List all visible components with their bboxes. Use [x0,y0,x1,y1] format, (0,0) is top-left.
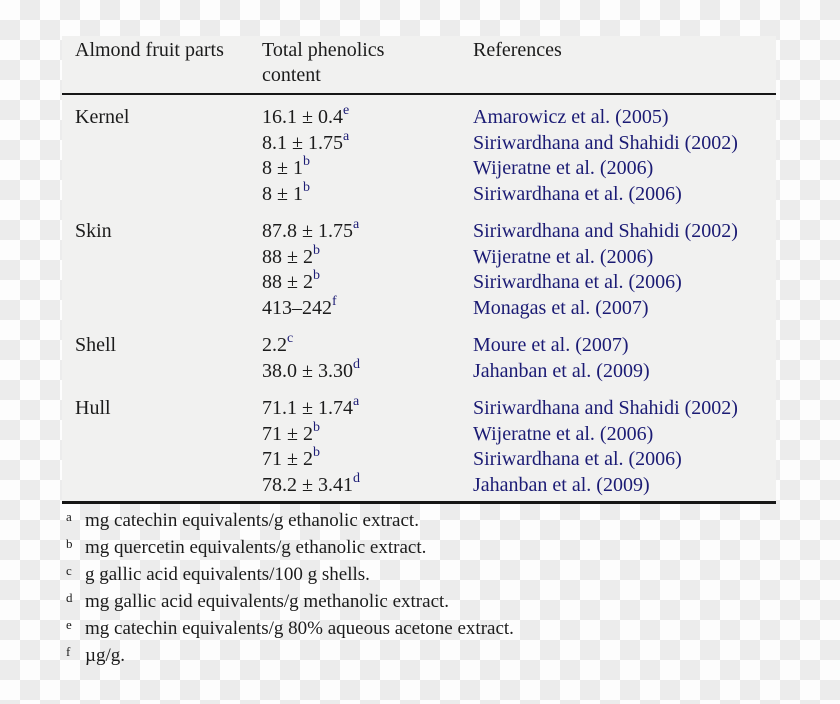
phenolics-value-cell [262,242,473,271]
footnote-marker: e [66,617,72,632]
phenolics-value-cell [262,419,473,448]
phenolics-value: 71.1 ± 1.74 [262,397,353,419]
table-row [75,419,776,448]
reference-cell: Siriwardhana et al. (2006) [473,448,682,470]
phenolics-value-cell [262,105,473,131]
phenolics-value-cell [262,156,473,182]
footnote-marker: c [66,563,72,578]
footnote-marker: e [342,103,350,119]
table-row [75,105,776,131]
footnote-marker: b [302,179,310,195]
table-row [75,356,776,385]
reference-cell: Jahanban et al. (2009) [473,359,650,382]
reference-cell: Wijeratne et al. (2006) [473,157,654,179]
reference-cell: Siriwardhana et al. (2006) [473,182,682,205]
footnote [62,535,762,562]
phenolics-value: 8 ± 1 [262,182,303,205]
footnote-marker: a [352,217,360,233]
footnote-marker: b [66,536,73,551]
table-row [75,470,776,499]
footnote-marker: a [352,394,360,410]
footnote-marker: d [352,470,360,486]
table-row [75,333,776,359]
reference-cell: Wijeratne et al. (2006) [473,422,654,445]
phenolics-value: 2.2 [262,334,287,356]
phenolics-table [62,36,776,504]
phenolics-value: 8.1 ± 1.75 [262,131,343,154]
footnote [62,616,762,643]
footnote-marker: b [312,419,320,435]
reference-cell: Amarowicz et al. (2005) [473,106,669,128]
fruit-part-cell [75,473,262,499]
table-row [75,270,776,296]
footnote-marker: d [66,590,73,605]
footnote-text: µg/g. [85,645,125,666]
table-body [62,95,776,498]
table-row [75,242,776,271]
fruit-part-cell: Kernel [75,106,130,128]
phenolics-value: 78.2 ± 3.41 [262,473,353,496]
phenolics-value: 38.0 ± 3.30 [262,359,353,382]
footnote-marker: c [287,331,294,347]
table-group [75,333,776,384]
column-header-total-phenolics-content: Total phenolics content [262,39,385,86]
phenolics-value: 71 ± 2 [262,448,313,470]
footnote [62,562,762,589]
phenolics-value: 8 ± 1 [262,157,303,179]
fruit-part-cell [75,270,262,296]
footnote-marker: a [342,128,350,144]
reference-cell: Siriwardhana and Shahidi (2002) [473,397,738,419]
table-header-row [62,36,776,95]
phenolics-value-cell [262,333,473,359]
footnote-text: mg catechin equivalents/g 80% aqueous acetone extract. [85,618,514,639]
phenolics-value: 88 ± 2 [262,271,313,293]
fruit-part-cell [75,245,262,271]
column-header-references: References [473,39,562,61]
phenolics-value-cell [262,128,473,157]
fruit-part-cell [75,182,262,208]
footnote-marker: a [66,509,72,524]
footnote-text: mg quercetin equivalents/g ethanolic extract. [85,537,427,558]
footnote-marker: b [312,268,320,284]
phenolics-value: 88 ± 2 [262,245,313,268]
footnote [62,589,762,616]
table-row [75,128,776,157]
fruit-part-cell: Hull [75,397,111,419]
footnote-text: g gallic acid equivalents/100 g shells. [85,564,370,585]
phenolics-value-cell [262,396,473,422]
phenolics-value-cell [262,356,473,385]
table-row [75,396,776,422]
reference-cell: Wijeratne et al. (2006) [473,245,654,268]
fruit-part-cell [75,447,262,473]
table-group [75,219,776,321]
table-row [75,219,776,245]
phenolics-value: 71 ± 2 [262,422,313,445]
table-row [75,293,776,322]
reference-cell: Moure et al. (2007) [473,334,629,356]
fruit-part-cell [75,296,262,322]
table-group [75,396,776,498]
fruit-part-cell: Skin [75,220,112,242]
phenolics-value-cell [262,179,473,208]
phenolics-value-cell [262,470,473,499]
reference-cell: Siriwardhana et al. (2006) [473,271,682,293]
footnote-marker: f [66,644,71,659]
footnote-marker: b [302,154,310,170]
phenolics-value-cell [262,293,473,322]
phenolics-value: 413–242 [262,296,332,319]
footnote-text: mg catechin equivalents/g ethanolic extract. [85,510,419,531]
reference-cell: Monagas et al. (2007) [473,296,649,319]
table-row [75,179,776,208]
table-row [75,156,776,182]
reference-cell: Siriwardhana and Shahidi (2002) [473,220,738,242]
phenolics-value-cell [262,270,473,296]
phenolics-value: 16.1 ± 0.4 [262,106,343,128]
footnote-marker: d [352,356,360,372]
fruit-part-cell [75,156,262,182]
footnote [62,508,762,535]
footnote [62,643,762,670]
fruit-part-cell [75,422,262,448]
phenolics-value: 87.8 ± 1.75 [262,220,353,242]
footnote-marker: b [312,445,320,461]
table-row [75,447,776,473]
table-group [75,105,776,207]
column-header-almond-fruit-parts: Almond fruit parts [75,39,224,61]
footnote-marker: f [332,293,337,309]
table-footnotes [62,508,762,670]
phenolics-value-cell [262,447,473,473]
reference-cell: Jahanban et al. (2009) [473,473,650,496]
fruit-part-cell [75,131,262,157]
fruit-part-cell [75,359,262,385]
reference-cell: Siriwardhana and Shahidi (2002) [473,131,738,154]
footnote-marker: b [312,242,320,258]
phenolics-value-cell [262,219,473,245]
footnote-text: mg gallic acid equivalents/g methanolic extract. [85,591,450,612]
fruit-part-cell: Shell [75,334,117,356]
